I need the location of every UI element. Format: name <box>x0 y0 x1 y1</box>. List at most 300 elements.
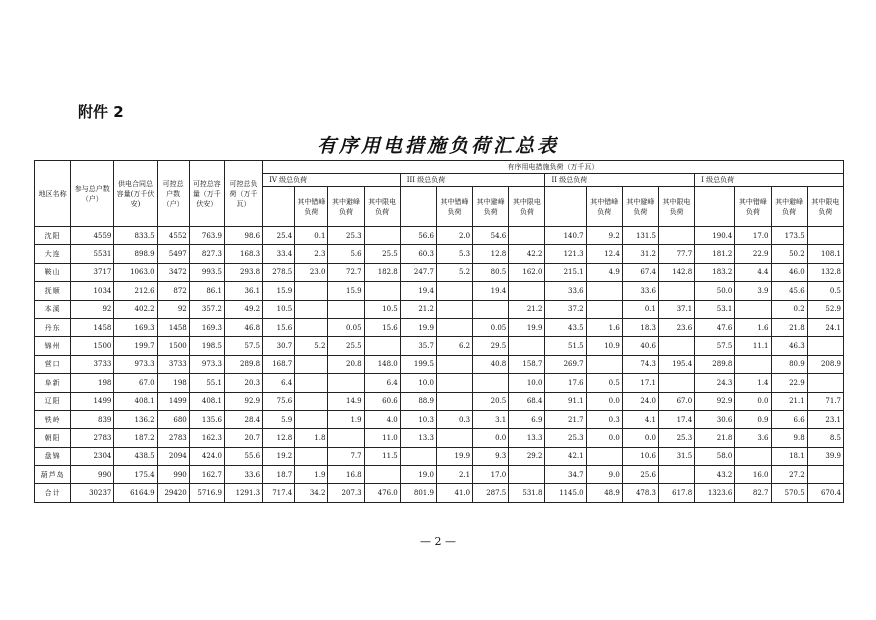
table-cell: 3.1 <box>473 410 509 428</box>
table-cell: 3.6 <box>735 429 771 447</box>
table-cell: 17.1 <box>622 374 658 392</box>
table-cell: 57.5 <box>695 337 735 355</box>
table-cell: 1.9 <box>295 466 328 484</box>
header-l2-shift: 其中错峰负荷 <box>586 187 622 227</box>
region-name: 丹东 <box>35 318 71 336</box>
table-cell: 17.0 <box>735 227 771 245</box>
table-cell: 207.3 <box>328 484 364 502</box>
table-cell: 20.8 <box>328 355 364 373</box>
table-cell: 10.0 <box>509 374 545 392</box>
table-cell: 168.7 <box>263 355 295 373</box>
table-cell <box>473 374 509 392</box>
table-cell: 16.8 <box>328 466 364 484</box>
table-cell: 21.8 <box>771 318 807 336</box>
table-cell: 1500 <box>157 337 189 355</box>
table-cell: 670.4 <box>807 484 843 502</box>
table-cell: 763.9 <box>189 227 224 245</box>
table-cell: 175.4 <box>114 466 157 484</box>
header-l3-avoid: 其中避峰负荷 <box>473 187 509 227</box>
table-cell: 208.9 <box>807 355 843 373</box>
table-cell: 168.3 <box>224 245 262 263</box>
table-cell: 67.0 <box>658 392 694 410</box>
table-cell: 0.3 <box>436 410 472 428</box>
table-cell: 357.2 <box>189 300 224 318</box>
table-cell: 1145.0 <box>545 484 586 502</box>
region-name: 本溪 <box>35 300 71 318</box>
table-cell: 3472 <box>157 263 189 281</box>
header-l4-limit: 其中限电负荷 <box>364 187 400 227</box>
table-cell: 0.0 <box>586 392 622 410</box>
header-l2-limit: 其中限电负荷 <box>658 187 694 227</box>
table-cell: 289.8 <box>224 355 262 373</box>
table-cell: 6.4 <box>263 374 295 392</box>
table-cell: 88.9 <box>400 392 436 410</box>
table-cell: 11.1 <box>735 337 771 355</box>
table-row <box>35 337 844 355</box>
table-row <box>35 410 844 428</box>
header-level-3: III 级总负荷 <box>400 174 545 187</box>
table-cell: 43.2 <box>695 466 735 484</box>
header-l3-total <box>400 187 436 227</box>
table-cell: 13.3 <box>400 429 436 447</box>
table-cell: 28.4 <box>224 410 262 428</box>
table-cell: 1063.0 <box>114 263 157 281</box>
table-cell <box>328 300 364 318</box>
table-cell: 58.0 <box>695 447 735 465</box>
table-cell: 198 <box>157 374 189 392</box>
table-cell: 16.0 <box>735 466 771 484</box>
document-title: 有序用电措施负荷汇总表 <box>316 135 559 157</box>
table-cell <box>295 282 328 300</box>
table-cell: 1.8 <box>295 429 328 447</box>
table-cell: 75.6 <box>263 392 295 410</box>
table-cell: 1458 <box>157 318 189 336</box>
table-cell: 680 <box>157 410 189 428</box>
table-cell: 22.9 <box>735 245 771 263</box>
table-cell: 50.2 <box>771 245 807 263</box>
table-cell <box>436 374 472 392</box>
table-cell <box>509 282 545 300</box>
table-cell: 92 <box>157 300 189 318</box>
table-cell: 98.6 <box>224 227 262 245</box>
table-cell <box>436 300 472 318</box>
table-cell <box>364 282 400 300</box>
table-cell: 46.3 <box>771 337 807 355</box>
table-cell: 80.9 <box>771 355 807 373</box>
table-cell: 21.1 <box>771 392 807 410</box>
table-cell: 51.5 <box>545 337 586 355</box>
table-cell: 198 <box>71 374 114 392</box>
table-cell: 872 <box>157 282 189 300</box>
table-cell <box>295 355 328 373</box>
table-cell: 24.3 <box>695 374 735 392</box>
table-cell <box>509 466 545 484</box>
region-name: 盘锦 <box>35 447 71 465</box>
table-cell <box>436 429 472 447</box>
table-cell: 182.8 <box>364 263 400 281</box>
region-name: 阜新 <box>35 374 71 392</box>
table-row <box>35 374 844 392</box>
table-cell: 4552 <box>157 227 189 245</box>
table-cell: 92.9 <box>224 392 262 410</box>
table-cell: 31.5 <box>658 447 694 465</box>
table-cell: 269.7 <box>545 355 586 373</box>
table-cell: 60.6 <box>364 392 400 410</box>
table-cell: 3733 <box>157 355 189 373</box>
table-cell: 158.7 <box>509 355 545 373</box>
table-cell: 86.1 <box>189 282 224 300</box>
table-cell: 142.8 <box>658 263 694 281</box>
table-cell: 990 <box>157 466 189 484</box>
table-cell: 136.2 <box>114 410 157 428</box>
header-households: 参与总户数（户） <box>71 161 114 227</box>
table-cell: 9.3 <box>473 447 509 465</box>
table-cell: 0.9 <box>735 410 771 428</box>
table-cell: 1.9 <box>328 410 364 428</box>
table-cell: 27.2 <box>771 466 807 484</box>
table-header <box>35 161 844 227</box>
header-l4-total <box>263 187 295 227</box>
table-cell: 45.6 <box>771 282 807 300</box>
table-cell: 11.5 <box>364 447 400 465</box>
table-cell: 42.1 <box>545 447 586 465</box>
table-cell: 11.0 <box>364 429 400 447</box>
table-cell: 35.7 <box>400 337 436 355</box>
load-summary-table <box>34 160 844 503</box>
table-cell: 19.4 <box>473 282 509 300</box>
table-cell: 0.5 <box>807 282 843 300</box>
table-cell <box>586 355 622 373</box>
table-cell: 4.4 <box>735 263 771 281</box>
table-cell: 9.2 <box>586 227 622 245</box>
table-cell <box>586 447 622 465</box>
table-cell: 438.5 <box>114 447 157 465</box>
table-cell: 3733 <box>71 355 114 373</box>
table-cell <box>807 466 843 484</box>
table-cell: 108.1 <box>807 245 843 263</box>
table-cell: 24.1 <box>807 318 843 336</box>
table-cell: 0.0 <box>586 429 622 447</box>
table-cell: 1499 <box>157 392 189 410</box>
table-cell: 37.2 <box>545 300 586 318</box>
table-cell: 41.0 <box>436 484 472 502</box>
header-l3-limit: 其中限电负荷 <box>509 187 545 227</box>
table-cell: 71.7 <box>807 392 843 410</box>
table-row <box>35 392 844 410</box>
table-cell: 21.7 <box>545 410 586 428</box>
table-cell: 74.3 <box>622 355 658 373</box>
table-cell: 29.5 <box>473 337 509 355</box>
table-cell: 20.7 <box>224 429 262 447</box>
table-cell <box>328 429 364 447</box>
table-cell: 19.9 <box>436 447 472 465</box>
table-cell: 3.9 <box>735 282 771 300</box>
table-row <box>35 355 844 373</box>
table-row <box>35 245 844 263</box>
table-cell: 898.9 <box>114 245 157 263</box>
table-cell: 13.3 <box>509 429 545 447</box>
table-cell: 15.9 <box>263 282 295 300</box>
table-cell: 7.7 <box>328 447 364 465</box>
header-l4-shift: 其中错峰负荷 <box>295 187 328 227</box>
header-level-4: IV 级总负荷 <box>263 174 401 187</box>
table-cell: 278.5 <box>263 263 295 281</box>
table-cell: 199.5 <box>400 355 436 373</box>
table-cell: 6.6 <box>771 410 807 428</box>
table-cell <box>364 337 400 355</box>
table-cell: 80.5 <box>473 263 509 281</box>
table-cell: 21.8 <box>695 429 735 447</box>
table-cell: 476.0 <box>364 484 400 502</box>
table-cell: 0.0 <box>473 429 509 447</box>
table-cell: 15.6 <box>364 318 400 336</box>
region-name: 抚顺 <box>35 282 71 300</box>
table-cell: 25.3 <box>658 429 694 447</box>
table-cell: 4559 <box>71 227 114 245</box>
table-cell: 6.4 <box>364 374 400 392</box>
table-cell: 4.9 <box>586 263 622 281</box>
table-cell: 801.9 <box>400 484 436 502</box>
header-l1-total <box>695 187 735 227</box>
table-cell: 18.1 <box>771 447 807 465</box>
table-cell <box>658 466 694 484</box>
table-cell: 2.1 <box>436 466 472 484</box>
table-cell: 33.4 <box>263 245 295 263</box>
table-row <box>35 429 844 447</box>
table-cell: 30.7 <box>263 337 295 355</box>
table-cell: 5.2 <box>436 263 472 281</box>
header-ctrl-capacity: 可控总容量（万千伏安） <box>189 161 224 227</box>
table-cell: 19.0 <box>400 466 436 484</box>
table-cell: 9.0 <box>586 466 622 484</box>
table-cell: 21.2 <box>509 300 545 318</box>
table-cell: 0.1 <box>622 300 658 318</box>
table-row <box>35 300 844 318</box>
table-cell: 50.0 <box>695 282 735 300</box>
table-cell <box>658 337 694 355</box>
table-cell: 6.2 <box>436 337 472 355</box>
header-contract-capacity: 供电合同总容量(万千伏安) <box>114 161 157 227</box>
table-cell: 40.8 <box>473 355 509 373</box>
table-cell <box>658 374 694 392</box>
table-cell: 2.3 <box>295 245 328 263</box>
table-cell: 6164.9 <box>114 484 157 502</box>
table-cell: 5531 <box>71 245 114 263</box>
table-cell: 2783 <box>71 429 114 447</box>
table-cell: 36.1 <box>224 282 262 300</box>
table-cell: 1500 <box>71 337 114 355</box>
table-cell <box>295 392 328 410</box>
table-cell: 0.3 <box>586 410 622 428</box>
page-number: — 2 — <box>420 535 456 548</box>
table-cell: 5497 <box>157 245 189 263</box>
table-cell: 18.7 <box>263 466 295 484</box>
table-cell: 402.2 <box>114 300 157 318</box>
region-name: 合计 <box>35 484 71 502</box>
table-cell <box>436 355 472 373</box>
table-cell: 34.2 <box>295 484 328 502</box>
table-cell: 0.0 <box>622 429 658 447</box>
table-cell: 12.4 <box>586 245 622 263</box>
table-cell: 3717 <box>71 263 114 281</box>
header-level-2: II 级总负荷 <box>545 174 695 187</box>
table-cell: 15.9 <box>328 282 364 300</box>
table-cell: 10.6 <box>622 447 658 465</box>
table-cell: 1291.3 <box>224 484 262 502</box>
table-cell: 4.1 <box>622 410 658 428</box>
table-cell <box>473 300 509 318</box>
table-cell: 973.3 <box>114 355 157 373</box>
header-l3-shift: 其中错峰负荷 <box>436 187 472 227</box>
table-cell <box>807 337 843 355</box>
table-cell: 1.6 <box>735 318 771 336</box>
table-cell <box>735 447 771 465</box>
table-cell: 92 <box>71 300 114 318</box>
table-cell: 2304 <box>71 447 114 465</box>
region-name: 鞍山 <box>35 263 71 281</box>
table-cell: 187.2 <box>114 429 157 447</box>
table-cell <box>295 410 328 428</box>
table-cell: 91.1 <box>545 392 586 410</box>
table-cell: 827.3 <box>189 245 224 263</box>
table-cell <box>658 227 694 245</box>
table-cell: 5.9 <box>263 410 295 428</box>
table-cell: 121.3 <box>545 245 586 263</box>
table-cell <box>295 447 328 465</box>
table-cell: 0.1 <box>295 227 328 245</box>
table-cell <box>807 227 843 245</box>
table-cell: 60.3 <box>400 245 436 263</box>
table-cell: 25.6 <box>622 466 658 484</box>
table-cell: 48.9 <box>586 484 622 502</box>
header-l2-total <box>545 187 586 227</box>
region-name: 大连 <box>35 245 71 263</box>
table-cell: 10.0 <box>400 374 436 392</box>
table-cell <box>658 282 694 300</box>
table-cell: 199.7 <box>114 337 157 355</box>
header-l4-avoid: 其中避峰负荷 <box>328 187 364 227</box>
table-cell: 17.0 <box>473 466 509 484</box>
table-cell: 25.3 <box>328 227 364 245</box>
table-cell: 181.2 <box>695 245 735 263</box>
table-cell: 478.3 <box>622 484 658 502</box>
table-cell: 23.6 <box>658 318 694 336</box>
table-row <box>35 447 844 465</box>
table-cell: 148.0 <box>364 355 400 373</box>
table-cell: 57.5 <box>224 337 262 355</box>
table-cell: 717.4 <box>263 484 295 502</box>
table-cell: 40.6 <box>622 337 658 355</box>
table-cell: 23.0 <box>295 263 328 281</box>
table-cell: 10.5 <box>364 300 400 318</box>
table-cell: 162.3 <box>189 429 224 447</box>
table-cell: 29.2 <box>509 447 545 465</box>
table-cell: 25.3 <box>545 429 586 447</box>
table-cell: 92.9 <box>695 392 735 410</box>
table-cell: 1034 <box>71 282 114 300</box>
table-cell: 54.6 <box>473 227 509 245</box>
table-cell: 19.4 <box>400 282 436 300</box>
table-cell: 0.2 <box>771 300 807 318</box>
table-cell: 55.1 <box>189 374 224 392</box>
table-cell: 617.8 <box>658 484 694 502</box>
table-cell <box>295 300 328 318</box>
table-cell: 72.7 <box>328 263 364 281</box>
region-name: 营口 <box>35 355 71 373</box>
table-body <box>35 227 844 503</box>
table-cell: 15.6 <box>263 318 295 336</box>
table-cell: 570.5 <box>771 484 807 502</box>
table-cell <box>328 374 364 392</box>
table-cell: 34.7 <box>545 466 586 484</box>
table-cell: 10.9 <box>586 337 622 355</box>
table-cell: 67.0 <box>114 374 157 392</box>
region-name: 辽阳 <box>35 392 71 410</box>
table-cell: 162.7 <box>189 466 224 484</box>
table-cell: 14.9 <box>328 392 364 410</box>
header-level-1: I 级总负荷 <box>695 174 844 187</box>
table-cell: 67.4 <box>622 263 658 281</box>
table-cell: 131.5 <box>622 227 658 245</box>
table-cell: 22.9 <box>771 374 807 392</box>
table-cell: 190.4 <box>695 227 735 245</box>
table-cell: 17.6 <box>545 374 586 392</box>
table-cell: 215.1 <box>545 263 586 281</box>
table-cell: 21.2 <box>400 300 436 318</box>
table-cell <box>364 227 400 245</box>
region-name: 锦州 <box>35 337 71 355</box>
table-cell: 1.6 <box>586 318 622 336</box>
table-cell: 24.0 <box>622 392 658 410</box>
table-cell: 198.5 <box>189 337 224 355</box>
table-cell: 5716.9 <box>189 484 224 502</box>
table-cell: 833.5 <box>114 227 157 245</box>
table-cell: 47.6 <box>695 318 735 336</box>
table-cell: 0.05 <box>328 318 364 336</box>
table-cell: 30237 <box>71 484 114 502</box>
table-cell: 169.3 <box>189 318 224 336</box>
table-cell: 287.5 <box>473 484 509 502</box>
table-cell <box>295 374 328 392</box>
table-cell: 43.5 <box>545 318 586 336</box>
table-cell: 531.8 <box>509 484 545 502</box>
table-cell: 17.4 <box>658 410 694 428</box>
table-cell <box>436 318 472 336</box>
table-cell: 132.8 <box>807 263 843 281</box>
table-cell: 212.6 <box>114 282 157 300</box>
table-cell <box>586 300 622 318</box>
table-row <box>35 466 844 484</box>
table-cell: 25.4 <box>263 227 295 245</box>
table-cell: 0.5 <box>586 374 622 392</box>
region-name: 铁岭 <box>35 410 71 428</box>
table-cell: 19.2 <box>263 447 295 465</box>
table-cell: 973.3 <box>189 355 224 373</box>
table-cell <box>436 282 472 300</box>
table-row <box>35 318 844 336</box>
table-cell: 23.1 <box>807 410 843 428</box>
table-cell: 183.2 <box>695 263 735 281</box>
table-cell: 1.4 <box>735 374 771 392</box>
table-cell: 1458 <box>71 318 114 336</box>
header-ctrl-load: 可控总负荷（万千瓦） <box>224 161 262 227</box>
table-cell: 4.0 <box>364 410 400 428</box>
table-cell: 408.1 <box>189 392 224 410</box>
table-cell: 55.6 <box>224 447 262 465</box>
table-cell: 408.1 <box>114 392 157 410</box>
table-cell: 293.8 <box>224 263 262 281</box>
table-cell <box>436 392 472 410</box>
